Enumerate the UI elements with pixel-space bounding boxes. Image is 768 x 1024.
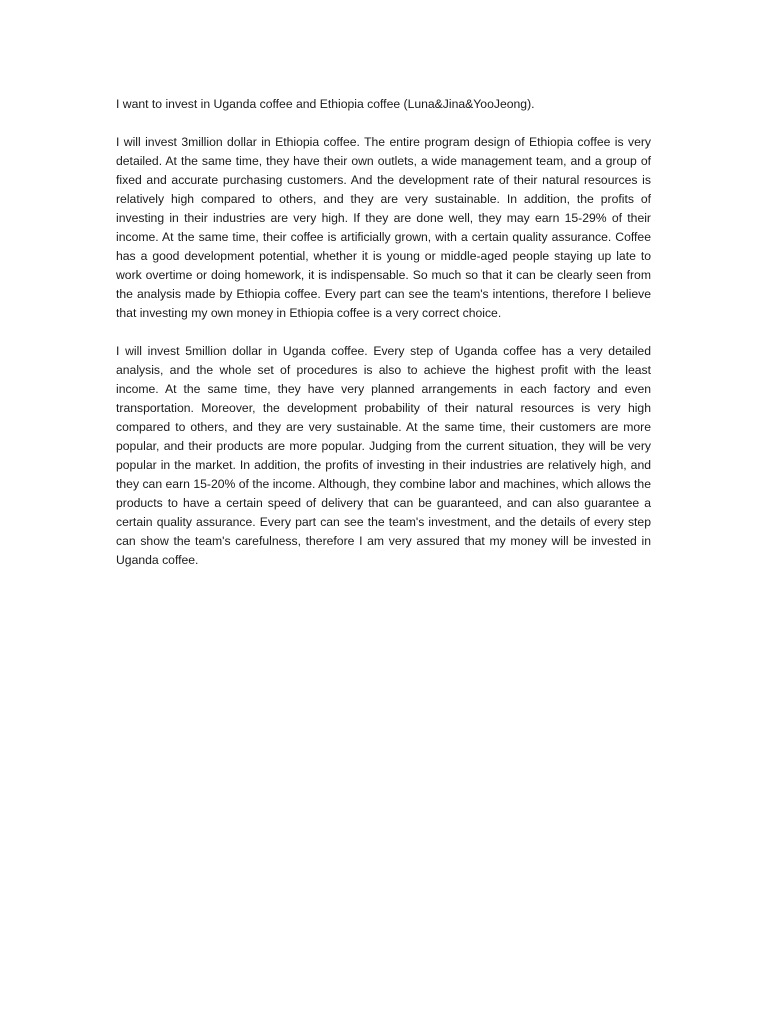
paragraph-uganda-investment: I will invest 5million dollar in Uganda coffee. Every step of Uganda coffee has a very detailed analysis, and the whole set of procedures is also to achieve the highest profit with the least income. At the same time, they have very planned arrangements in each factory and even transportation. Moreover, the development probability of their natural resources is very high compared to others, and they are very sustainable. At the same time, their customers are more popular, and their products are more popular. Judging from the current situation, they will be very popular in the market. In addition, the profits of investing in their industries are relatively high, and they can earn 15-20% of the income. Although, they combine labor and machines, which allows the products to have a certain speed of delivery that can be guaranteed, and can also guarantee a certain quality assurance. Every part can see the team's investment, and the details of every step can show the team's carefulness, therefore I am very assured that my money will be invested in Uganda coffee. (116, 344, 651, 567)
document-title-line: I want to invest in Uganda coffee and Ethiopia coffee (Luna&Jina&YooJeong). (116, 97, 535, 111)
document-body (116, 95, 651, 589)
paragraph-ethiopia-investment: I will invest 3million dollar in Ethiopia coffee. The entire program design of Ethiopia coffee is very detailed. At the same time, they have their own outlets, a wide management team, and a group of fixed and accurate purchasing customers. And the development rate of their natural resources is relatively high compared to others, and they are very sustainable. In addition, the profits of investing in their industries are very high. If they are done well, they may earn 15-29% of their income. At the same time, their coffee is artificially grown, with a certain quality assurance. Coffee has a good development potential, whether it is young or middle-aged people staying up late to work overtime or doing homework, it is indispensable. So much so that it can be clearly seen from the analysis made by Ethiopia coffee. Every part can see the team's intentions, therefore I believe that investing my own money in Ethiopia coffee is a very correct choice. (116, 135, 651, 320)
